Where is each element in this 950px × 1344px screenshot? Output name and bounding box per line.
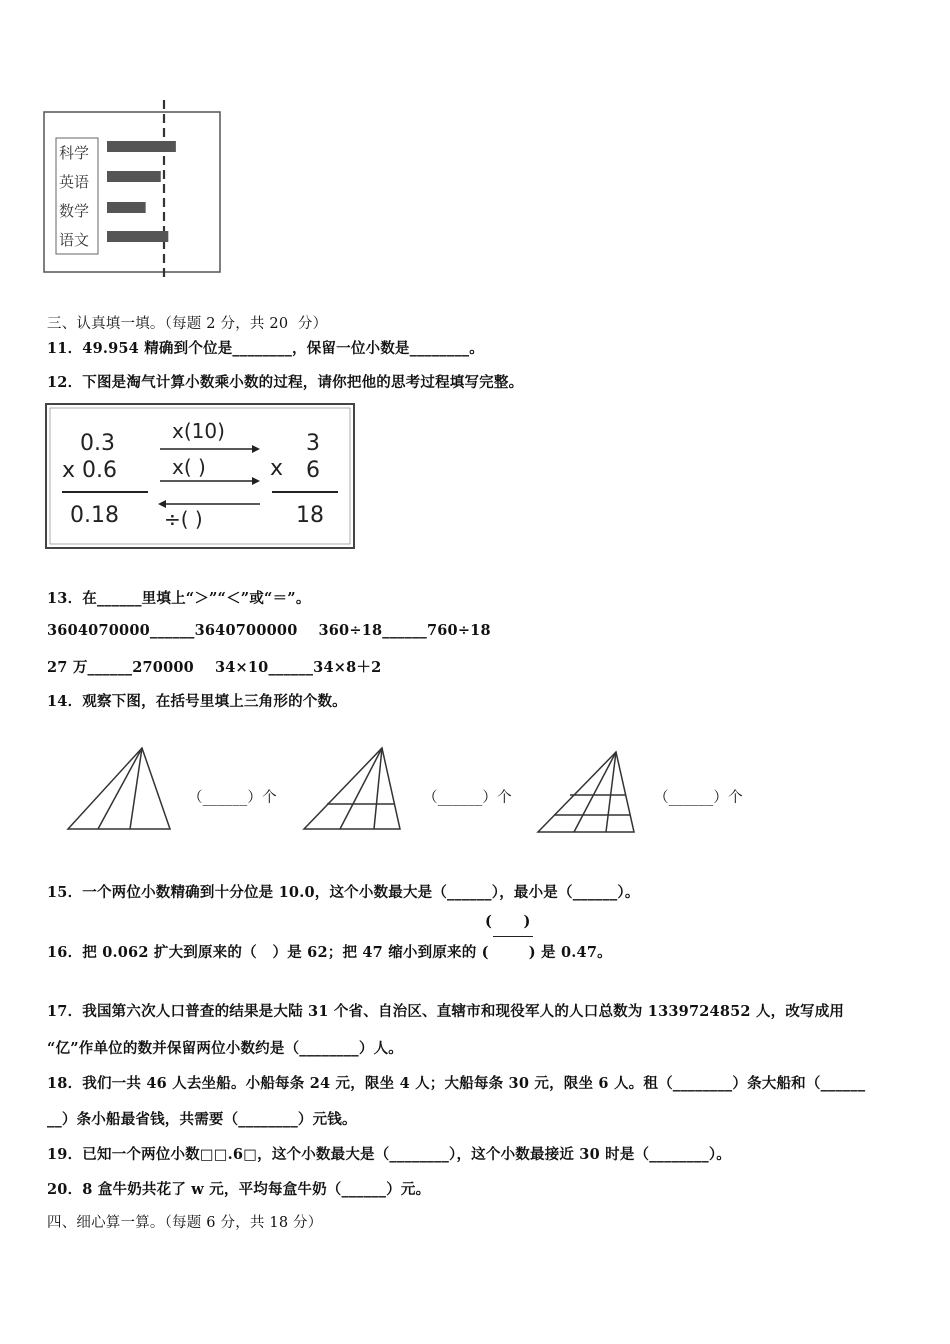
right-times-sign: x — [270, 456, 284, 481]
left-factor-top: 0.3 — [80, 431, 115, 456]
question-16-fraction-paren[interactable]: ( ) — [485, 913, 531, 930]
question-19: 19．已知一个两位小数□□.6□，这个小数最大是（________），这个小数最接近 30 时是（________）。 — [47, 1146, 731, 1163]
question-18-line-2: __）条小船最省钱，共需要（________）元钱。 — [47, 1111, 357, 1128]
subject-bar-chart — [40, 100, 230, 280]
bar-science — [107, 141, 176, 152]
question-17-line-1: 17．我国第六次人口普查的结果是大陆 31 个省、自治区、直辖市和现役军人的人口总数为 1339724852 人，改写成用 — [47, 1003, 845, 1020]
bar-math — [107, 202, 146, 213]
question-15: 15．一个两位小数精确到十分位是 10.0，这个小数最大是（______），最小是（______）。 — [47, 884, 640, 901]
triangle-figure-2 — [300, 744, 410, 834]
question-20: 20．8 盒牛奶共花了 w 元，平均每盒牛奶（______）元。 — [47, 1181, 431, 1198]
triangle-figure-3 — [534, 748, 644, 838]
question-11: 11．49.954 精确到个位是________，保留一位小数是________。 — [47, 340, 484, 357]
operation-multiply-10: x(10) — [172, 419, 225, 443]
right-factor-bottom: 6 — [306, 458, 320, 483]
decimal-multiplication-diagram — [42, 400, 360, 554]
question-17-line-2: “亿”作单位的数并保留两位小数约是（________）人。 — [47, 1040, 403, 1057]
arrow-right-2-head — [252, 477, 260, 485]
question-14: 14．观察下图，在括号里填上三角形的个数。 — [47, 693, 347, 710]
triangle-count-blank-1[interactable]: （______）个 — [188, 790, 277, 806]
bar-chinese — [107, 231, 168, 242]
question-13: 13．在______里填上“＞”“＜”或“＝”。 — [47, 590, 311, 607]
left-factor-bottom: x 0.6 — [62, 458, 117, 483]
right-result: 18 — [296, 503, 324, 528]
bar-label-chinese: 语文 — [59, 231, 90, 249]
question-12: 12．下图是淘气计算小数乘小数的过程，请你把他的思考过程填写完整。 — [47, 374, 524, 391]
question-16: 16．把 0.062 扩大到原来的（ ）是 62；把 47 缩小到原来的 ( ) 是 0.47。 — [47, 944, 612, 961]
arrow-right-1-head — [252, 445, 260, 453]
operation-multiply-blank: x( ) — [172, 455, 206, 479]
bar-label-math: 数学 — [59, 202, 90, 220]
question-18-line-1: 18．我们一共 46 人去坐船。小船每条 24 元，限坐 4 人；大船每条 30 元，限坐 6 人。租（________）条大船和（______ — [47, 1075, 866, 1092]
operation-divide-blank: ÷( ) — [164, 507, 203, 531]
left-result: 0.18 — [70, 503, 119, 528]
right-factor-top: 3 — [306, 431, 320, 456]
bar-label-science: 科学 — [59, 144, 90, 162]
question-13-row-1: 3604070000______3640700000 360÷18______760÷18 — [47, 622, 491, 639]
question-13-row-2: 27 万______270000 34×10______34×8＋2 — [47, 659, 382, 676]
question-16-fraction-line — [493, 936, 533, 937]
section-4-title: 四、细心算一算。（每题 6 分，共 18 分） — [47, 1215, 323, 1231]
bar-english — [107, 171, 161, 182]
bar-label-english: 英语 — [59, 173, 90, 191]
triangle-count-blank-2[interactable]: （______）个 — [423, 790, 512, 806]
triangle-figure-1 — [64, 744, 174, 834]
section-3-title: 三、认真填一填。（每题 2 分，共 20 分） — [47, 316, 328, 332]
triangle-count-blank-3[interactable]: （______）个 — [654, 790, 743, 806]
